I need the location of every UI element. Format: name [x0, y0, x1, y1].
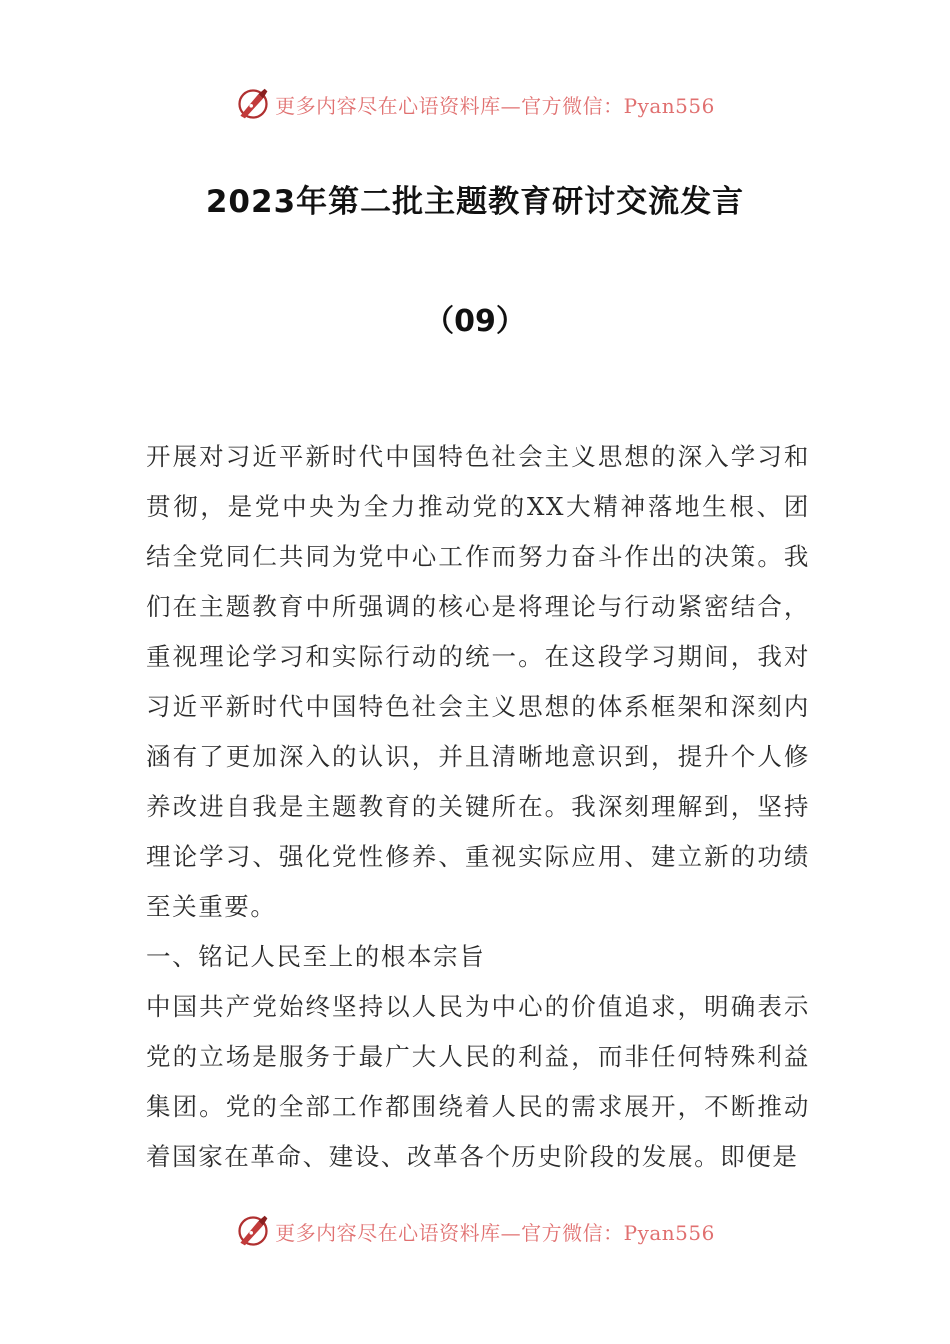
pen-nib-logo-icon — [235, 86, 271, 122]
footer-watermark — [0, 1211, 950, 1251]
paragraph-section-1: 中国共产党始终坚持以人民为中心的价值追求，明确表示党的立场是服务于最广大人民的利益，而非任何特殊利益集团。党的全部工作都围绕着人民的需求展开，不断推动着国家在革命、建设、改革各个历史阶段的发展。即便是 — [146, 992, 810, 1171]
paragraph-intro: 开展对习近平新时代中国特色社会主义思想的深入学习和贯彻，是党中央为全力推动党的XX大精神落地生根、团结全党同仁共同为党中心工作而努力奋斗作出的决策。我们在主题教育中所强调的核心是将理论与行动紧密结合，重视理论学习和实际行动的统一。在这段学习期间，我对习近平新时代中国特色社会主义思想的体系框架和深刻内涵有了更加深入的认识，并且清晰地意识到，提升个人修养改进自我是主题教育的关键所在。我深刻理解到，坚持理论学习、强化党性修养、重视实际应用、建立新的功绩至关重要。 — [146, 442, 810, 921]
watermark-text: 更多内容尽在心语资料库—官方微信：Pyan556 — [275, 93, 715, 118]
watermark-text: 更多内容尽在心语资料库—官方微信：Pyan556 — [275, 1220, 715, 1245]
pen-nib-logo-icon — [235, 1213, 271, 1249]
document-body — [146, 432, 810, 1182]
document-subtitle: （09） — [424, 304, 526, 339]
document-title: 2023年第二批主题教育研讨交流发言 — [205, 184, 745, 220]
section-heading: 一、铭记人民至上的根本宗旨 — [146, 942, 486, 971]
header-watermark — [0, 84, 950, 124]
